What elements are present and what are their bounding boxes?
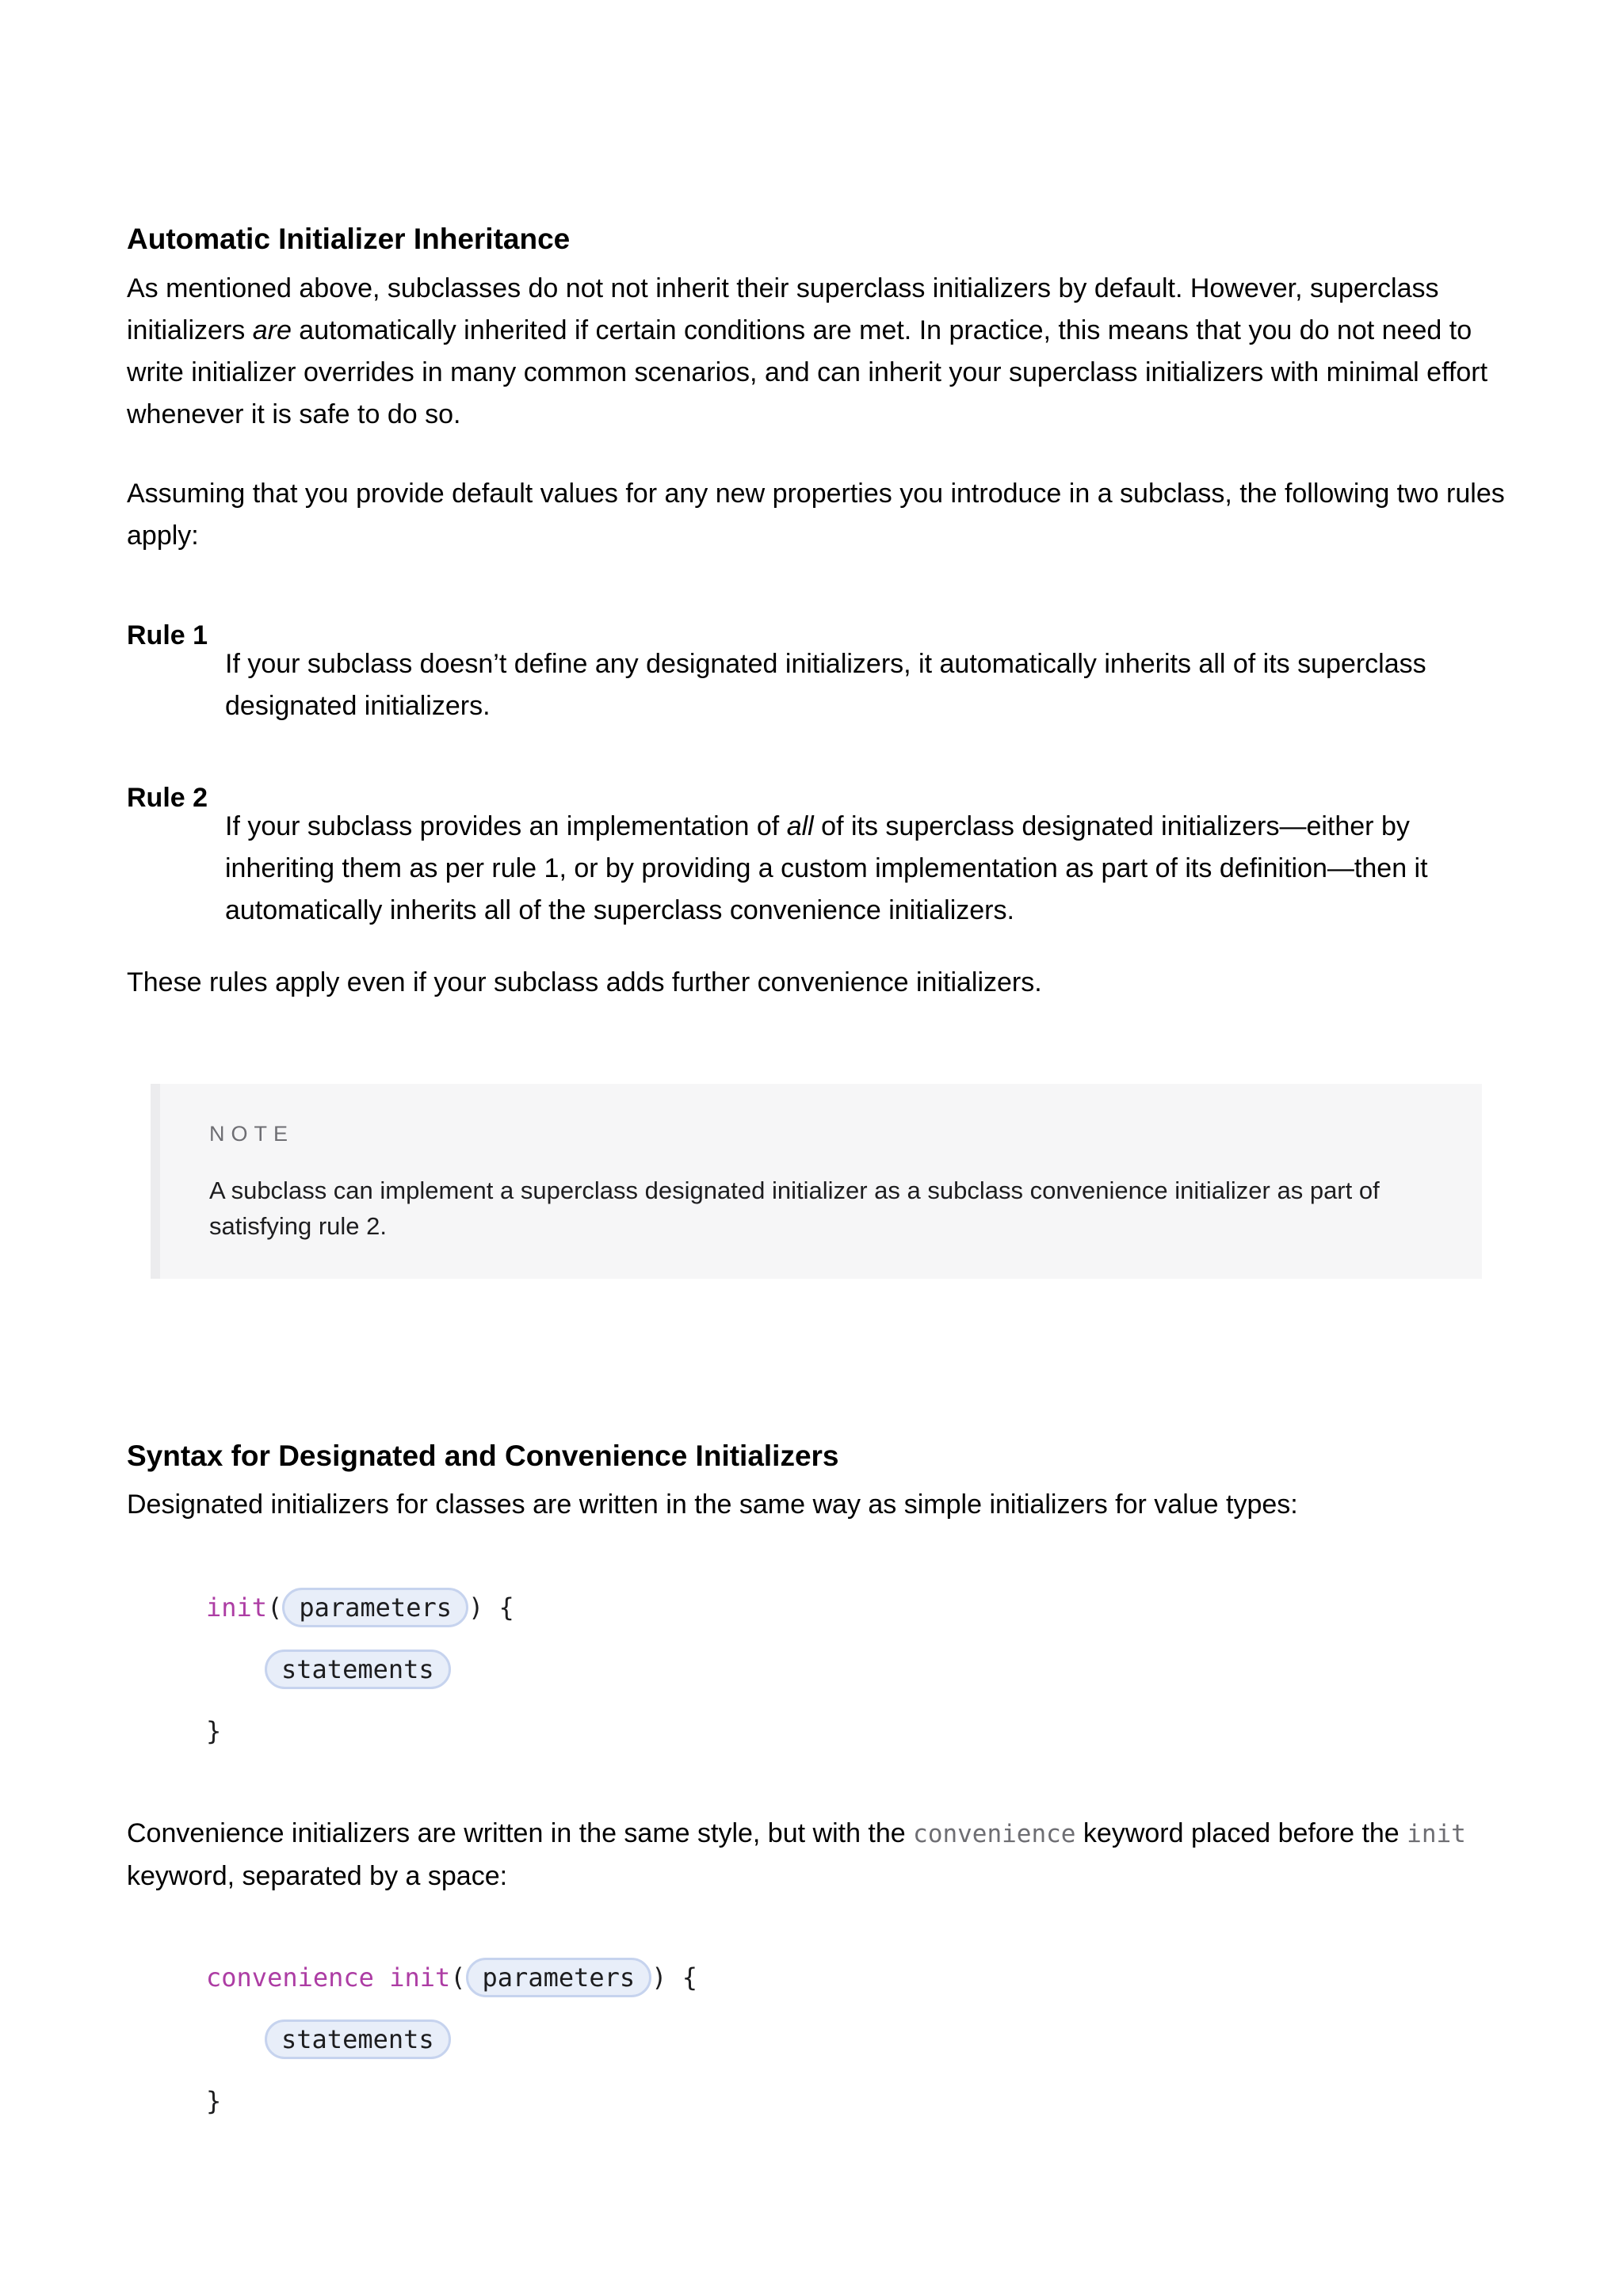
section-heading-automatic-inheritance: Automatic Initializer Inheritance: [127, 223, 571, 255]
paragraph-rules-apply: These rules apply even if your subclass adds further convenience initializers.: [127, 967, 1042, 997]
code-keyword-convenience: convenience: [206, 1962, 374, 1993]
paragraph-designated: Designated initializers for classes are written in the same way as simple initializers for value types:: [127, 1489, 1298, 1520]
rule-1-body: If your subclass doesn’t define any designated initializers, it automatically inherits all of its superclass designated initializers.: [225, 649, 1426, 721]
emphasis-are: are: [252, 315, 292, 345]
code-keyword-init: init: [389, 1962, 451, 1993]
code-designated-init-line1: init( parameters ) {: [206, 1587, 514, 1628]
code-keyword-init: init: [206, 1592, 268, 1623]
rule-2-body: If your subclass provides an implementation of all of its superclass designated initializers—either by inheriting them as per rule 1, or by providing a custom implementation as part of its definition—then it automatically inherits all of the superclass convenience initializers.: [225, 811, 1428, 925]
paragraph-intro: As mentioned above, subclasses do not not inherit their superclass initializers by default. However, superclass initializers are automatically inherited if certain conditions are met. In practice, this means that you do not need to write initializer overrides in many common scenarios, and can inherit your superclass initializers with minimal effort whenever it is safe to do so.: [127, 273, 1488, 429]
emphasis-all: all: [786, 811, 814, 841]
code-designated-init-body: [265, 1649, 451, 1690]
section-heading-syntax: Syntax for Designated and Convenience Initializers: [127, 1440, 839, 1472]
code-placeholder-parameters: parameters: [282, 1588, 468, 1627]
note-text: A subclass can implement a superclass designated initializer as a subclass convenience initializer as part of satisfying rule 2.: [209, 1177, 1380, 1240]
rule-2-title: Rule 2: [127, 783, 208, 813]
note-label: NOTE: [209, 1122, 295, 1146]
inline-code-init: init: [1407, 1820, 1466, 1848]
paragraph-convenience: Convenience initializers are written in the same style, but with the convenience keyword placed before the init keyword, separated by a space:: [127, 1818, 1466, 1891]
rule-1-title: Rule 1: [127, 620, 208, 650]
inline-code-convenience: convenience: [913, 1820, 1076, 1848]
code-convenience-init-line1: convenience init( parameters ) {: [206, 1957, 697, 1998]
code-placeholder-parameters: parameters: [466, 1958, 652, 1997]
code-convenience-init-end: }: [206, 2086, 222, 2116]
code-designated-init-end: }: [206, 1716, 222, 1746]
code-placeholder-statements: statements: [265, 2019, 451, 2059]
code-convenience-init-body: [265, 2019, 451, 2060]
code-placeholder-statements: statements: [265, 1650, 451, 1689]
note-callout: [151, 1084, 1482, 1279]
paragraph-assumption: Assuming that you provide default values for any new properties you introduce in a subclass, the following two rules apply:: [127, 479, 1505, 551]
